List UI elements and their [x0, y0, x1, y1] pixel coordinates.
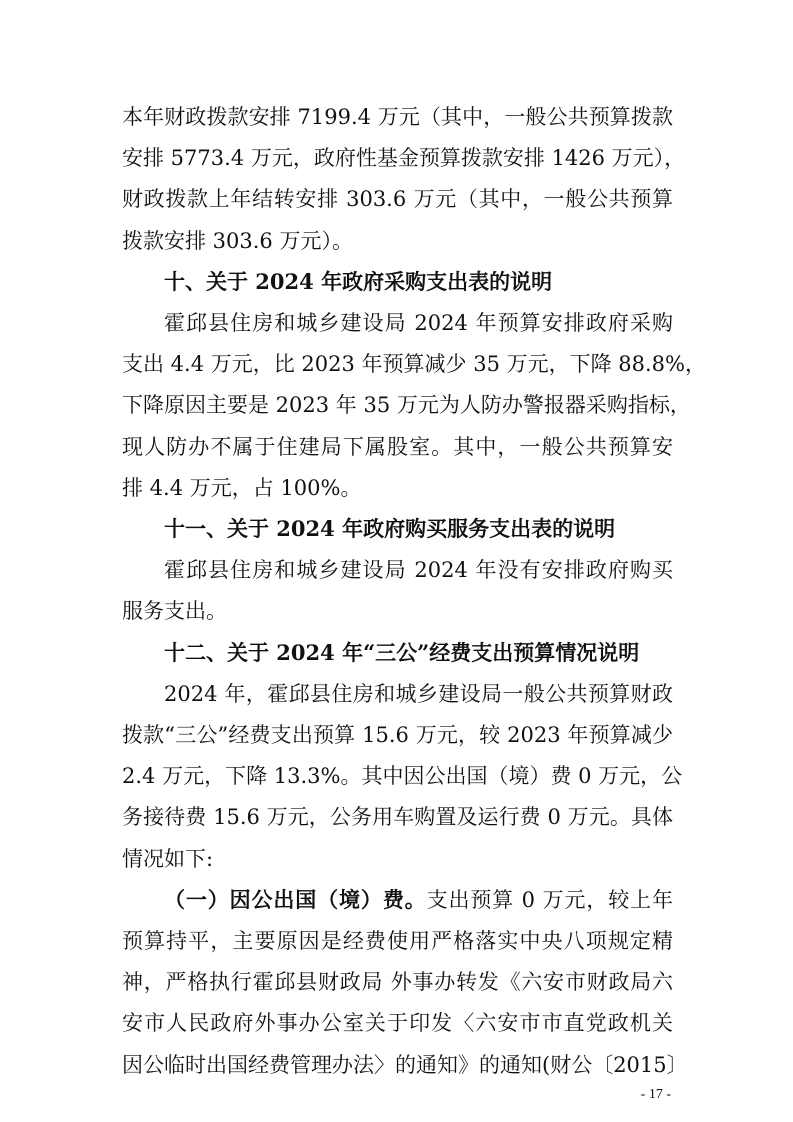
body-line-3: 财政拨款上年结转安排 303.6 万元（其中，一般公共预算 [122, 187, 673, 211]
subsection-line-1 [164, 887, 673, 913]
body-line-8: 下降原因主要是 2023 年 35 万元为人防办警报器采购指标， [122, 393, 691, 417]
body-line-17: 2.4 万元，下降 13.3%。其中因公出国（境）费 0 万元，公 [122, 764, 683, 788]
body-line-1: 本年财政拨款安排 7199.4 万元（其中，一般公共预算拨款 [122, 105, 673, 129]
body-line-12: 霍邱县住房和城乡建设局 2024 年没有安排政府购买 [164, 558, 673, 582]
body-line-24: 因公临时出国经费管理办法〉的通知》的通知(财公〔2015〕 [122, 1053, 688, 1077]
body-line-19: 情况如下: [122, 847, 214, 871]
section-heading-12: 十二、关于 2024 年“三公”经费支出预算情况说明 [164, 640, 640, 665]
section-heading-10: 十、关于 2024 年政府采购支出表的说明 [164, 269, 553, 294]
page-number: - 17 - [640, 1087, 671, 1102]
body-line-9: 现人防办不属于住建局下属股室。其中，一般公共预算安 [122, 435, 673, 459]
body-line-21: 预算持平，主要原因是经费使用严格落实中央八项规定精 [122, 929, 673, 953]
subsection-title: （一）因公出国（境）费。 [164, 887, 427, 912]
body-line-4: 拨款安排 303.6 万元）。 [122, 229, 353, 253]
body-line-16: 拨款“三公”经费支出预算 15.6 万元，较 2023 年预算减少 [122, 723, 673, 747]
body-line-10: 排 4.4 万元，占 100%。 [122, 476, 362, 500]
body-line-7: 支出 4.4 万元，比 2023 年预算减少 35 万元，下降 88.8%， [122, 352, 706, 376]
body-line-18: 务接待费 15.6 万元，公务用车购置及运行费 0 万元。具体 [122, 805, 673, 829]
body-line-22: 神，严格执行霍邱县财政局 外事办转发《六安市财政局六 [122, 970, 673, 994]
body-line-13: 服务支出。 [122, 599, 227, 623]
section-heading-11: 十一、关于 2024 年政府购买服务支出表的说明 [164, 516, 616, 541]
body-line-23: 安市人民政府外事办公室关于印发〈六安市市直党政机关 [122, 1011, 673, 1035]
body-line-6: 霍邱县住房和城乡建设局 2024 年预算安排政府采购 [164, 311, 673, 335]
body-line-2: 安排 5773.4 万元，政府性基金预算拨款安排 1426 万元）， [122, 146, 686, 170]
subsection-text: 支出预算 0 万元，较上年 [426, 888, 674, 912]
body-line-15: 2024 年，霍邱县住房和城乡建设局一般公共预算财政 [164, 682, 673, 706]
